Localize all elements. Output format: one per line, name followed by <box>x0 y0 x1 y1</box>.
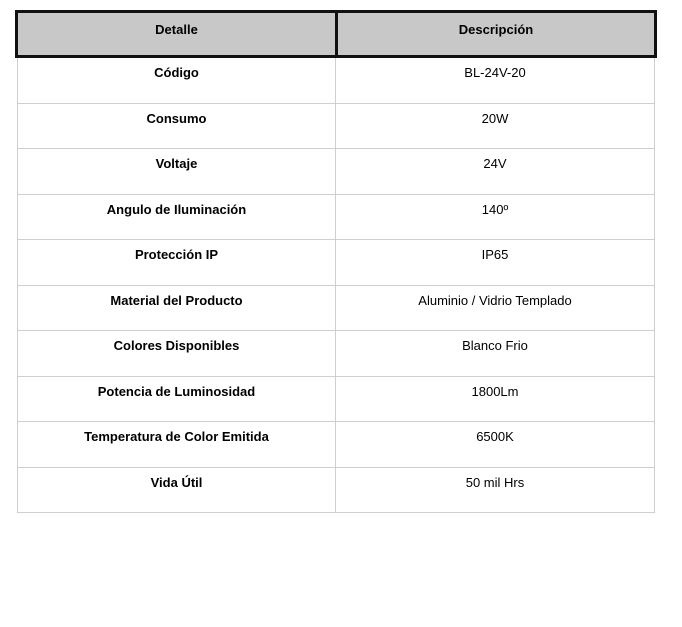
spec-table <box>15 10 657 513</box>
row-value: Aluminio / Vidrio Templado <box>418 292 572 308</box>
row-value: 140º <box>481 201 509 217</box>
table-row <box>18 149 654 195</box>
header-descripcion: Descripción <box>458 22 534 37</box>
table-row <box>18 468 654 514</box>
row-value: 1800Lm <box>471 383 519 399</box>
row-value: 6500K <box>476 429 514 444</box>
row-label: Consumo <box>18 104 336 149</box>
row-value: IP65 <box>481 247 509 262</box>
row-value: 50 mil Hrs <box>465 474 525 490</box>
row-label: Vida Útil <box>18 468 336 513</box>
row-value: 24V <box>483 156 507 171</box>
table-row <box>18 240 654 286</box>
table-row <box>18 331 654 377</box>
row-value: 20W <box>481 110 509 126</box>
row-label: Temperatura de Color Emitida <box>18 422 336 467</box>
header-detalle: Detalle <box>18 13 338 55</box>
row-label: Protección IP <box>18 240 336 285</box>
row-label: Voltaje <box>18 149 336 194</box>
row-label: Angulo de Iluminación <box>18 195 336 240</box>
table-row <box>18 377 654 423</box>
row-value: BL-24V-20 <box>464 65 526 80</box>
row-label: Material del Producto <box>18 286 336 331</box>
row-value: Blanco Frio <box>462 338 528 353</box>
table-row <box>18 104 654 150</box>
row-label: Código <box>18 58 336 103</box>
table-row <box>18 195 654 241</box>
table-header-row <box>15 10 657 58</box>
table-row <box>18 422 654 468</box>
row-label: Potencia de Luminosidad <box>18 377 336 422</box>
row-label: Colores Disponibles <box>18 331 336 376</box>
table-row <box>18 58 654 104</box>
table-row <box>18 286 654 332</box>
table-body <box>17 58 655 513</box>
